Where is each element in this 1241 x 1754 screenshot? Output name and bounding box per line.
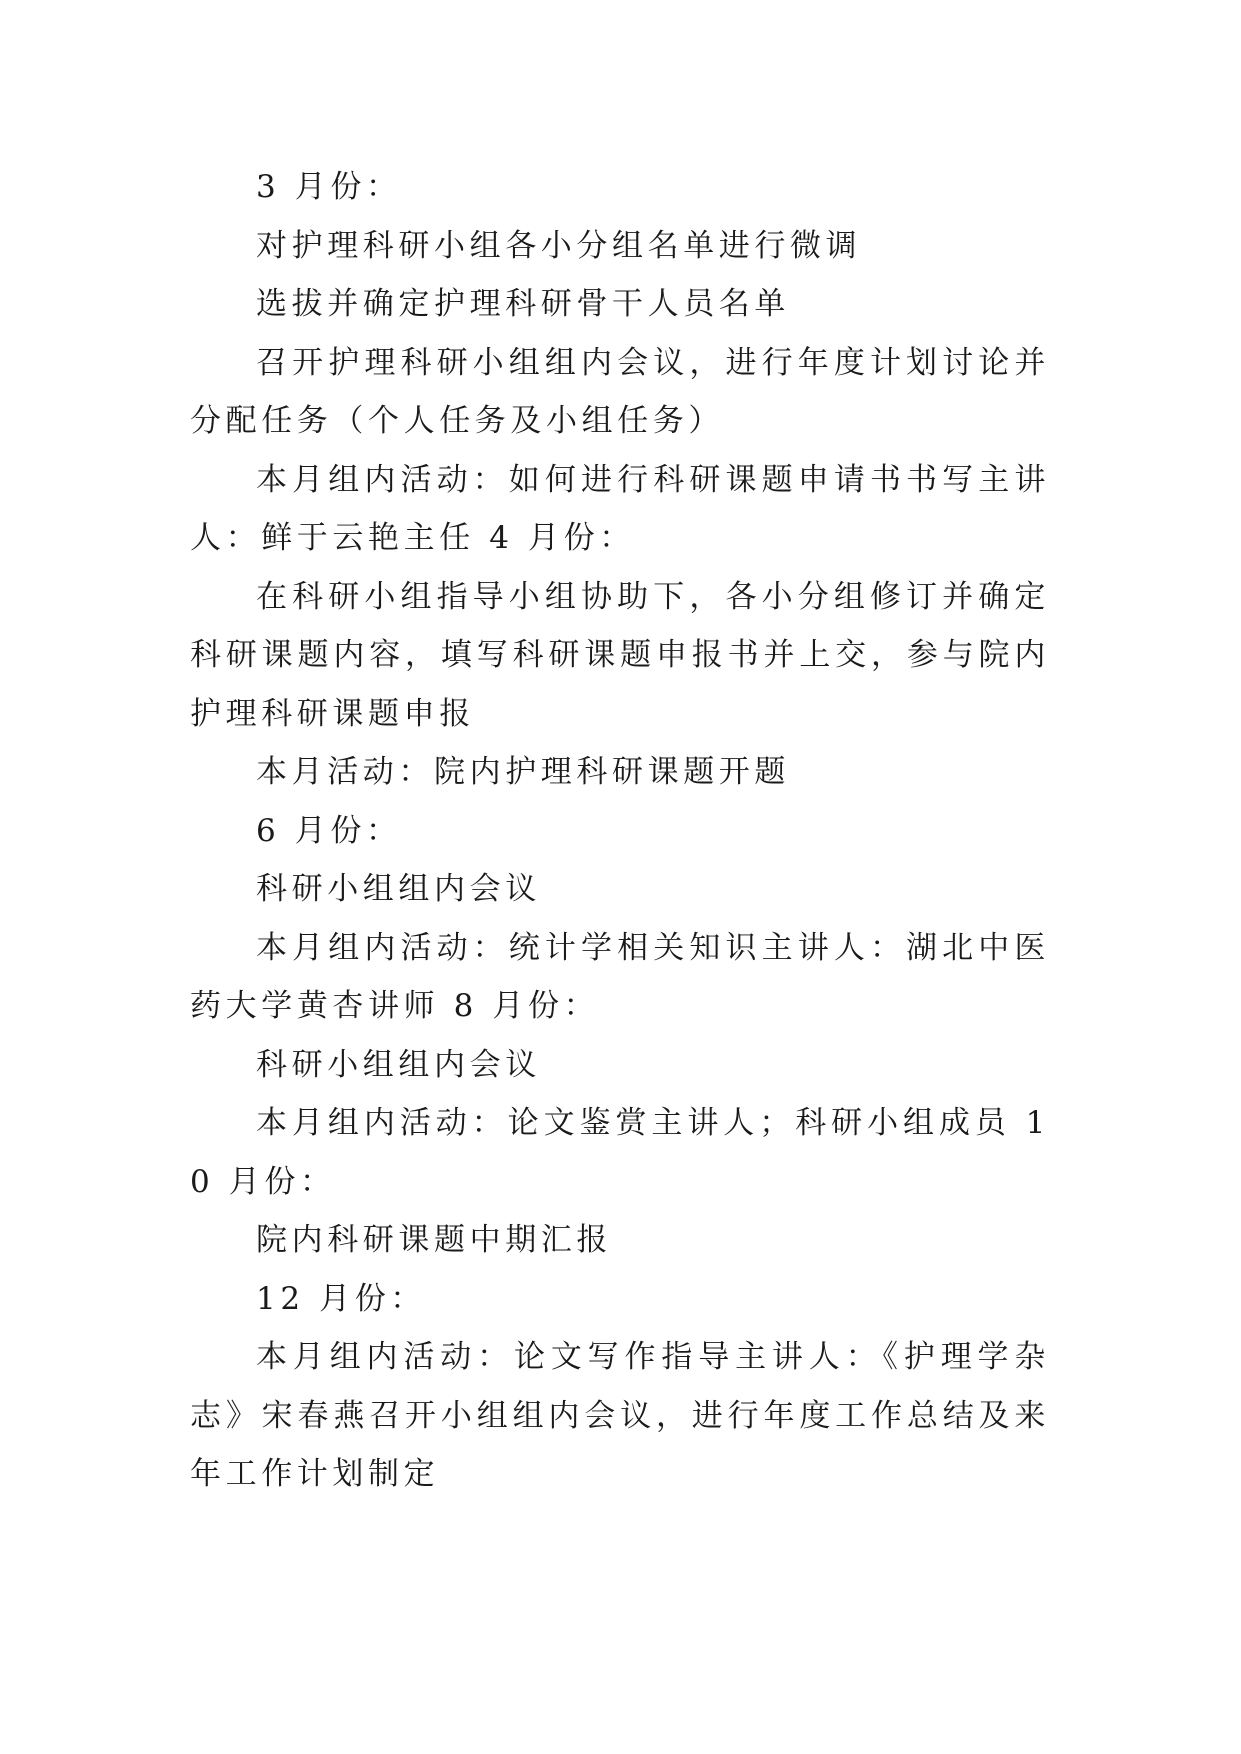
- paragraph-group-meeting: 召开护理科研小组组内会议，进行年度计划讨论并分配任务（个人任务及小组任务）: [190, 344, 1050, 439]
- paragraph-april-tasks: 在科研小组指导小组协助下，各小分组修订并确定科研课题内容，填写科研课题申报书并上交，参与院内护理科研课题申报: [190, 578, 1050, 732]
- paragraph-april-activity: 本月活动：院内护理科研课题开题: [256, 754, 790, 790]
- paragraph-march-heading: 3 月份：: [256, 169, 402, 205]
- paragraph-august-meeting: 科研小组组内会议: [256, 1046, 541, 1083]
- paragraph-select-core-staff: 选拔并确定护理科研骨干人员名单: [256, 286, 790, 322]
- paragraph-june-heading: 6 月份：: [256, 812, 402, 849]
- paragraph-june-activity: 本月组内活动：统计学相关知识主讲人：湖北中医药大学黄杏讲师 8 月份：: [190, 929, 1050, 1024]
- paragraph-december-heading: 12 月份：: [256, 1280, 426, 1317]
- document-body: [190, 158, 1050, 1504]
- paragraph-june-meeting: 科研小组组内会议: [256, 871, 541, 907]
- paragraph-october-report: 院内科研课题中期汇报: [256, 1222, 612, 1258]
- paragraph-december-activity: 本月组内活动：论文写作指导主讲人：《护理学杂志》宋春燕召开小组组内会议，进行年度工作总结及来年工作计划制定: [190, 1339, 1050, 1492]
- paragraph-adjust-groups: 对护理科研小组各小分组名单进行微调: [256, 227, 862, 264]
- paragraph-march-activity: 本月组内活动：如何进行科研课题申请书书写主讲人：鲜于云艳主任 4 月份：: [190, 461, 1050, 556]
- paragraph-august-activity: 本月组内活动：论文鉴赏主讲人；科研小组成员 10 月份：: [190, 1105, 1050, 1200]
